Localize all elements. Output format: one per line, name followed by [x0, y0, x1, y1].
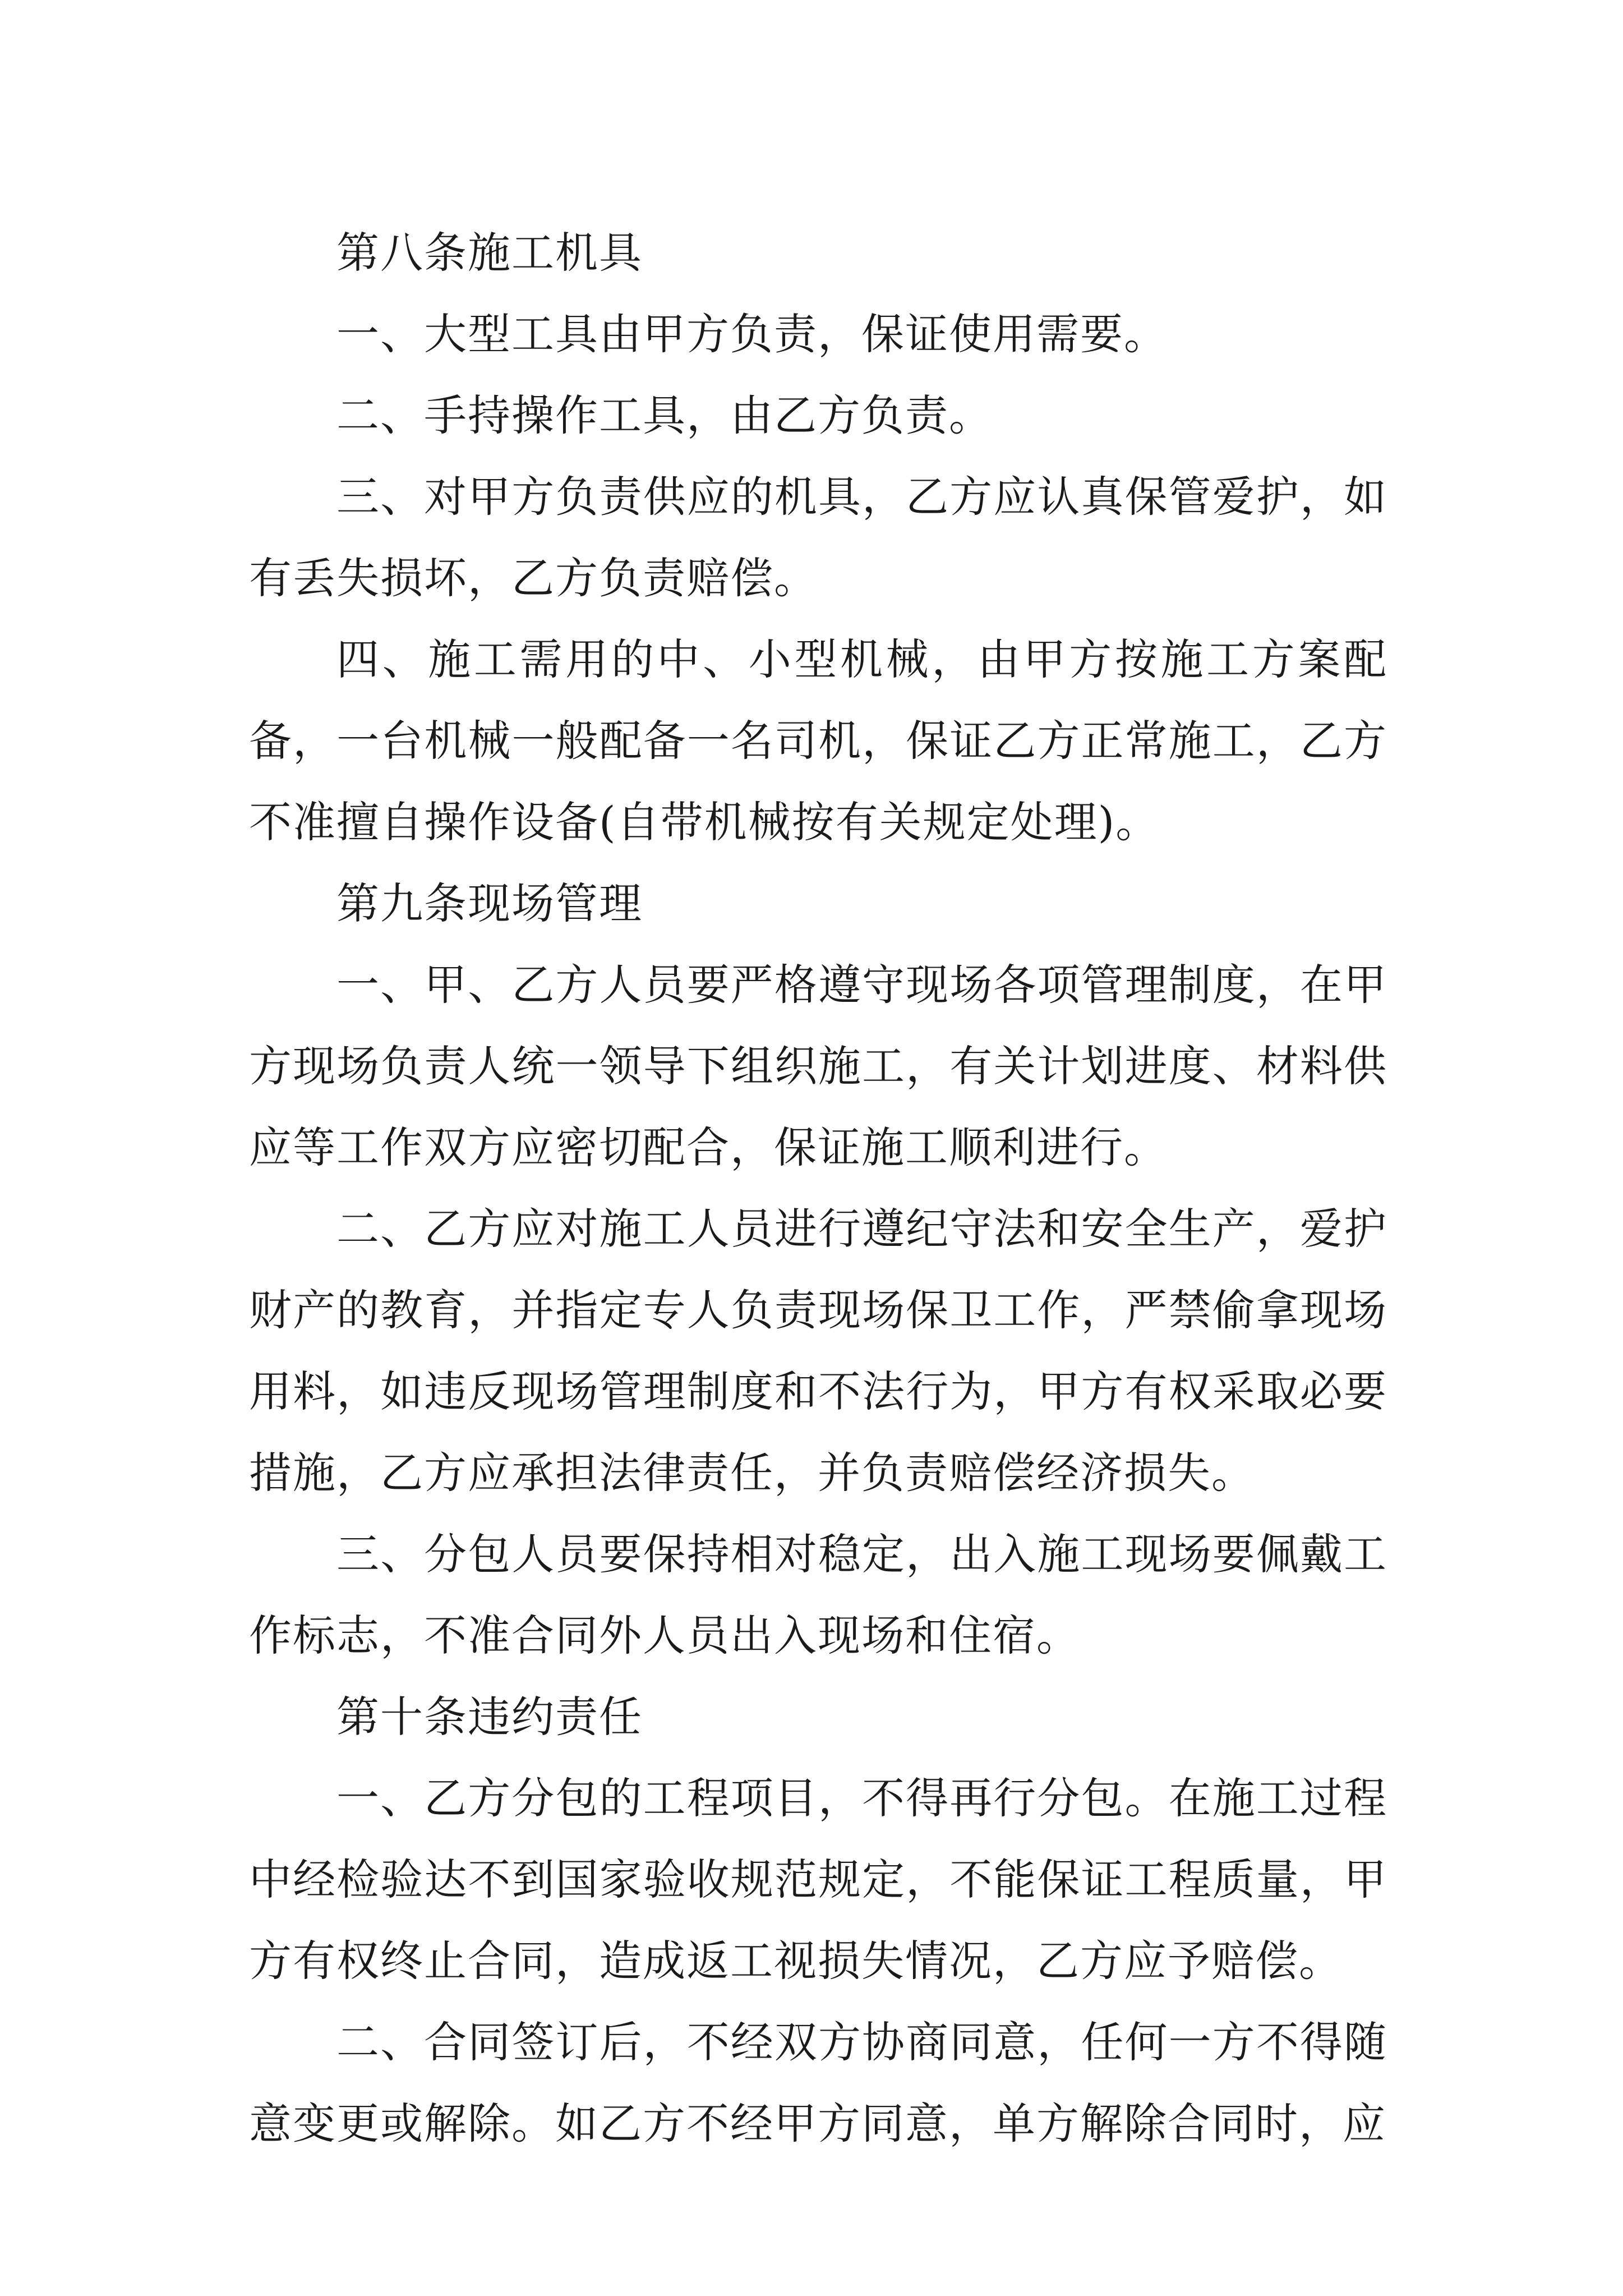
article-8-clause-1: 一、大型工具由甲方负责，保证使用需要。 — [336, 309, 1168, 359]
article-9-heading: 第九条现场管理 — [336, 878, 643, 928]
article-9-clause-1: 一、甲、乙方人员要严格遵守现场各项管理制度，在甲方现场负责人统一领导下组织施工，有关计划进度、材料供应等工作双方应密切配合，保证施工顺利进行。 — [249, 960, 1387, 1172]
article-8-clause-2: 二、手持操作工具，由乙方负责。 — [336, 390, 993, 440]
article-10-clause-1: 一、乙方分包的工程项目，不得再行分包。在施工过程中经检验达不到国家验收规范规定，不能保证工程质量，甲方有权终止合同，造成返工视损失情况，乙方应予赔偿。 — [249, 1773, 1387, 1986]
article-9-clause-3: 三、分包人员要保持相对稳定，出入施工现场要佩戴工作标志，不准合同外人员出入现场和住宿。 — [249, 1529, 1387, 1660]
article-10-clause-2: 二、合同签订后，不经双方协商同意，任何一方不得随意变更或解除。如乙方不经甲方同意，单方解除合同时，应 — [249, 2017, 1387, 2148]
article-8-clause-4: 四、施工需用的中、小型机械，由甲方按施工方案配备，一台机械一般配备一名司机，保证乙方正常施工，乙方不准擅自操作设备(自带机械按有关规定处理)。 — [249, 634, 1387, 847]
article-8-heading: 第八条施工机具 — [336, 228, 643, 278]
article-8-clause-3: 三、对甲方负责供应的机具，乙方应认真保管爱护，如有丢失损坏，乙方负责赔偿。 — [249, 472, 1387, 603]
article-10-heading: 第十条违约责任 — [336, 1692, 643, 1742]
document-body — [249, 212, 1387, 2164]
article-9-clause-2: 二、乙方应对施工人员进行遵纪守法和安全生产，爱护财产的教育，并指定专人负责现场保卫工作，严禁偷拿现场用料，如违反现场管理制度和不法行为，甲方有权采取必要措施，乙方应承担法律责任，并负责赔偿经济损失。 — [249, 1204, 1387, 1498]
